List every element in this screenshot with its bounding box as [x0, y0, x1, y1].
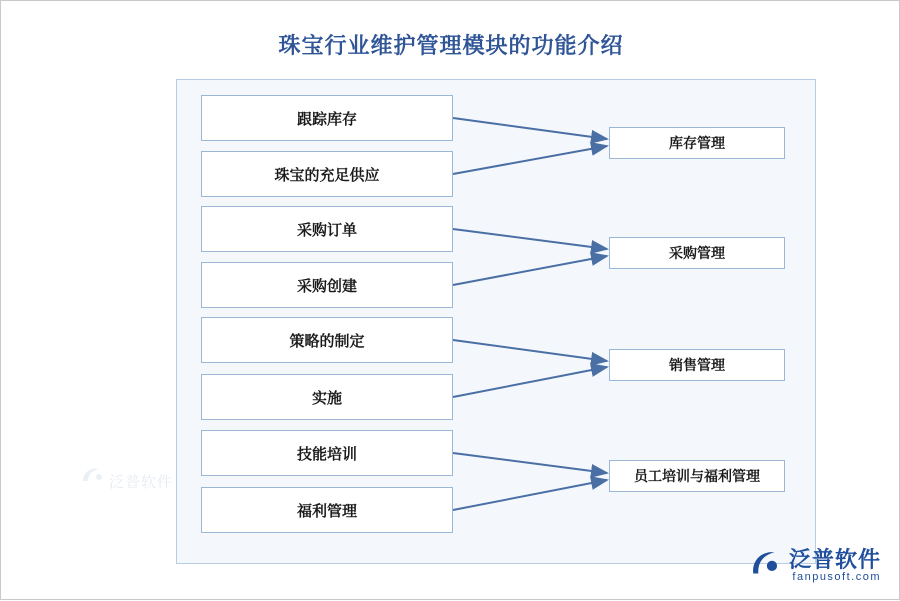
right-node-3[interactable]	[609, 349, 785, 381]
left-node-2[interactable]	[201, 151, 453, 197]
left-node-4[interactable]	[201, 262, 453, 308]
right-node-4[interactable]	[609, 460, 785, 492]
node-label: 采购管理	[669, 245, 725, 261]
watermark-label: 泛普软件	[109, 474, 174, 491]
watermark-mark-icon	[79, 463, 109, 493]
node-label: 采购创建	[296, 277, 357, 295]
brand-mark-icon	[749, 548, 783, 582]
node-label: 采购订单	[296, 221, 357, 239]
brand-name-cn: 泛普软件	[788, 546, 881, 572]
right-node-2[interactable]	[609, 237, 785, 269]
node-label: 跟踪库存	[296, 110, 357, 128]
node-label: 实施	[311, 389, 342, 407]
left-node-3[interactable]	[201, 206, 453, 252]
left-node-5[interactable]	[201, 317, 453, 363]
brand-logo	[749, 548, 881, 583]
node-label: 技能培训	[296, 445, 357, 463]
left-node-1[interactable]	[201, 95, 453, 141]
left-node-6[interactable]	[201, 374, 453, 420]
node-label: 福利管理	[296, 502, 357, 520]
left-node-8[interactable]	[201, 487, 453, 533]
node-label: 策略的制定	[289, 332, 365, 350]
page-title: 珠宝行业维护管理模块的功能介绍	[278, 33, 624, 58]
brand-name-en: fanpusoft.com	[792, 571, 881, 583]
node-label: 员工培训与福利管理	[634, 468, 760, 484]
left-node-7[interactable]	[201, 430, 453, 476]
brand-texts	[789, 548, 881, 583]
center-watermark	[79, 463, 209, 503]
right-node-1[interactable]	[609, 127, 785, 159]
node-label: 库存管理	[669, 135, 725, 151]
node-label: 珠宝的充足供应	[274, 166, 380, 184]
node-label: 销售管理	[669, 357, 725, 373]
